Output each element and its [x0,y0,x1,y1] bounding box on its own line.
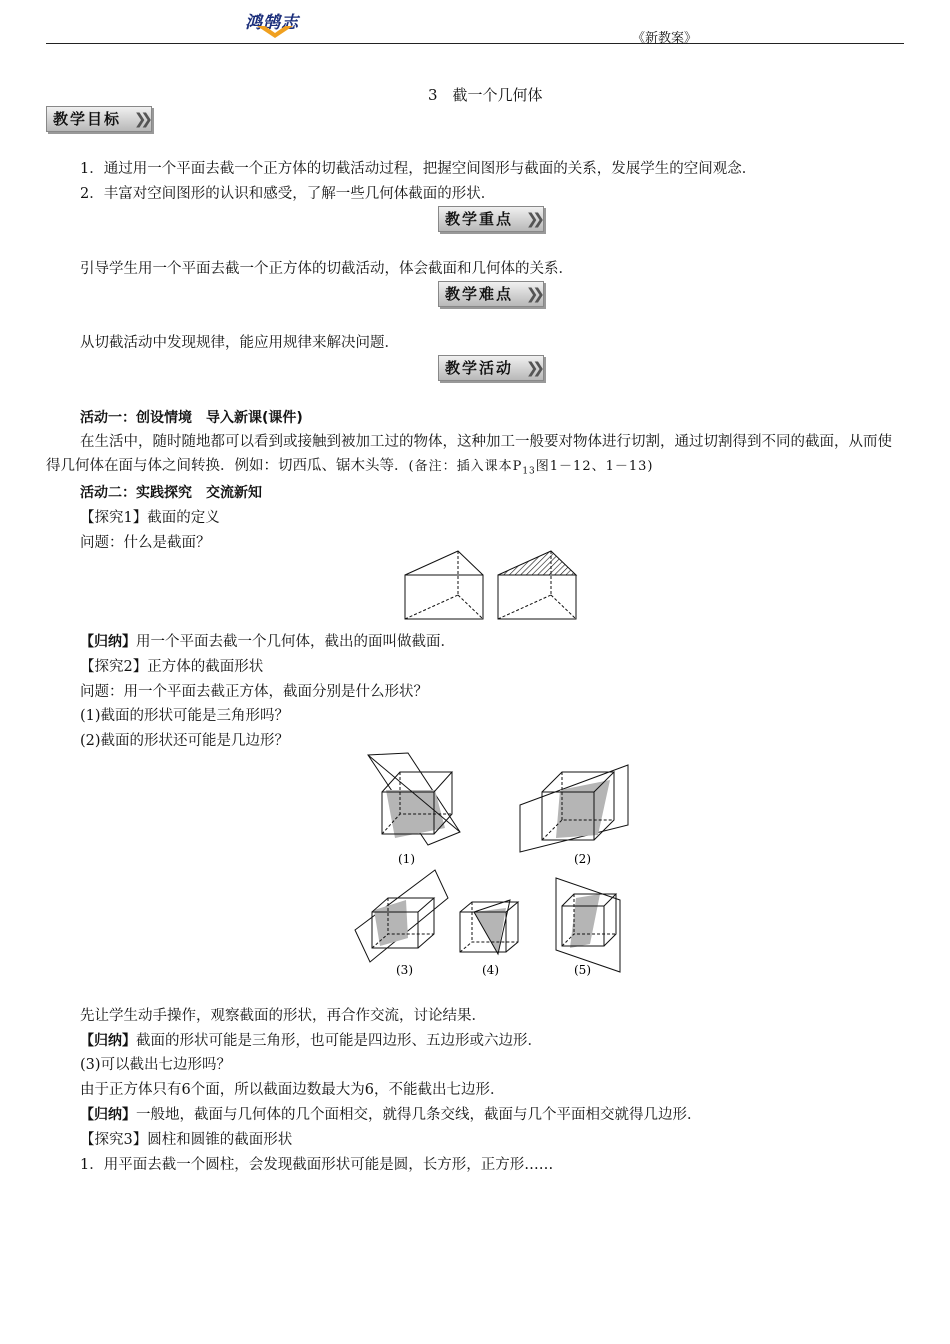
publisher-logo: 鸿鹄志 [245,13,299,33]
logo-chevron-icon [255,24,295,40]
cube-3 [355,870,448,962]
section-label: 教学目标 [53,110,122,128]
explore3-item-1: 1．用平面去截一个圆柱，会发现截面形状可能是圆，长方形，正方形…… [80,1157,554,1173]
answer-3: 由于正方体只有6个面，所以截面边数最大为6，不能截出七边形． [80,1082,505,1098]
note-subscript: 13 [522,466,536,477]
fig-label-1: (1) [398,852,415,866]
activity1-note [408,459,654,477]
objective-1: 1．通过用一个平面去截一个正方体的切截活动过程，把握空间图形与截面的关系，发展学生的空间观念． [80,161,757,177]
activity1-body [46,430,906,484]
fig-label-5: (5) [574,963,591,977]
explore3-heading: 【探究3】圆柱和圆锥的截面形状 [80,1132,293,1148]
prism-right-cut [498,551,576,619]
summary-tag: 【归纳】 [80,634,136,650]
section-badge-difficulties [438,281,544,307]
summary-1 [80,632,455,652]
section-badge-key-points [438,206,544,232]
summary-3 [80,1105,702,1125]
summary-tag: 【归纳】 [80,1033,136,1049]
section-badge-objectives [46,106,152,132]
question-2b: (2)截面的形状还可能是几边形？ [80,733,290,749]
cube-1 [368,753,460,845]
section-label: 教学难点 [445,285,514,303]
note-prefix: (备注：插入课本P [408,459,523,474]
fig-label-2: (2) [574,852,591,866]
section-label: 教学重点 [445,210,514,228]
activity2-heading: 活动二：实践探究 交流新知 [80,485,262,501]
note-suffix: 图1－12、1－13) [535,459,654,474]
summary-text: 用一个平面去截一个几何体，截出的面叫做截面． [136,634,455,650]
chevron-right-icon: ❯❯ [133,110,147,128]
explore1-heading: 【探究1】截面的定义 [80,510,220,526]
fig-label-4: (4) [482,963,499,977]
activity1-body-text: 在生活中，随时随地都可以看到或接触到被加工过的物体，这种加工一般要对物体进行切割，通过切割得到不同的截面，从而使得几何体在面与体之间转换．例如：切西瓜、锯木头等． [46,434,892,474]
question-2: 问题：用一个平面去截正方体，截面分别是什么形状？ [80,684,428,700]
objective-2: 2．丰富对空间图形的认识和感受，了解一些几何体截面的形状． [80,186,496,202]
section-label: 教学活动 [445,359,514,377]
page-title: 3 截一个几何体 [428,86,543,104]
after-figure-text: 先让学生动手操作，观察截面的形状，再合作交流，讨论结果． [80,1008,486,1024]
question-1: 问题：什么是截面？ [80,535,211,551]
summary-tag: 【归纳】 [80,1107,136,1123]
difficulty-text: 从切截活动中发现规律，能应用规律来解决问题． [80,335,399,351]
prism-left [405,551,483,619]
header-divider [46,43,904,44]
prism-section-figure [400,548,580,622]
cube-sections-figure [350,750,640,982]
cube-2 [520,765,628,852]
doc-tag: 《新教案》 [632,31,698,46]
chevron-right-icon: ❯❯ [525,359,539,377]
section-badge-activities [438,355,544,381]
key-point-text: 引导学生用一个平面去截一个正方体的切截活动，体会截面和几何体的关系． [80,261,573,277]
chevron-right-icon: ❯❯ [525,285,539,303]
explore2-heading: 【探究2】正方体的截面形状 [80,659,264,675]
cube-5 [556,878,620,972]
cube-4 [460,900,518,954]
fig-label-3: (3) [396,963,413,977]
summary-text: 一般地，截面与几何体的几个面相交，就得几条交线，截面与几个平面相交就得几边形． [136,1107,702,1123]
question-3: (3)可以截出七边形吗？ [80,1057,232,1073]
chevron-right-icon: ❯❯ [525,210,539,228]
question-2a: (1)截面的形状可能是三角形吗？ [80,708,290,724]
summary-text: 截面的形状可能是三角形，也可能是四边形、五边形或六边形． [136,1033,542,1049]
activity1-heading: 活动一：创设情境 导入新课(课件) [80,410,303,426]
summary-2 [80,1031,542,1051]
